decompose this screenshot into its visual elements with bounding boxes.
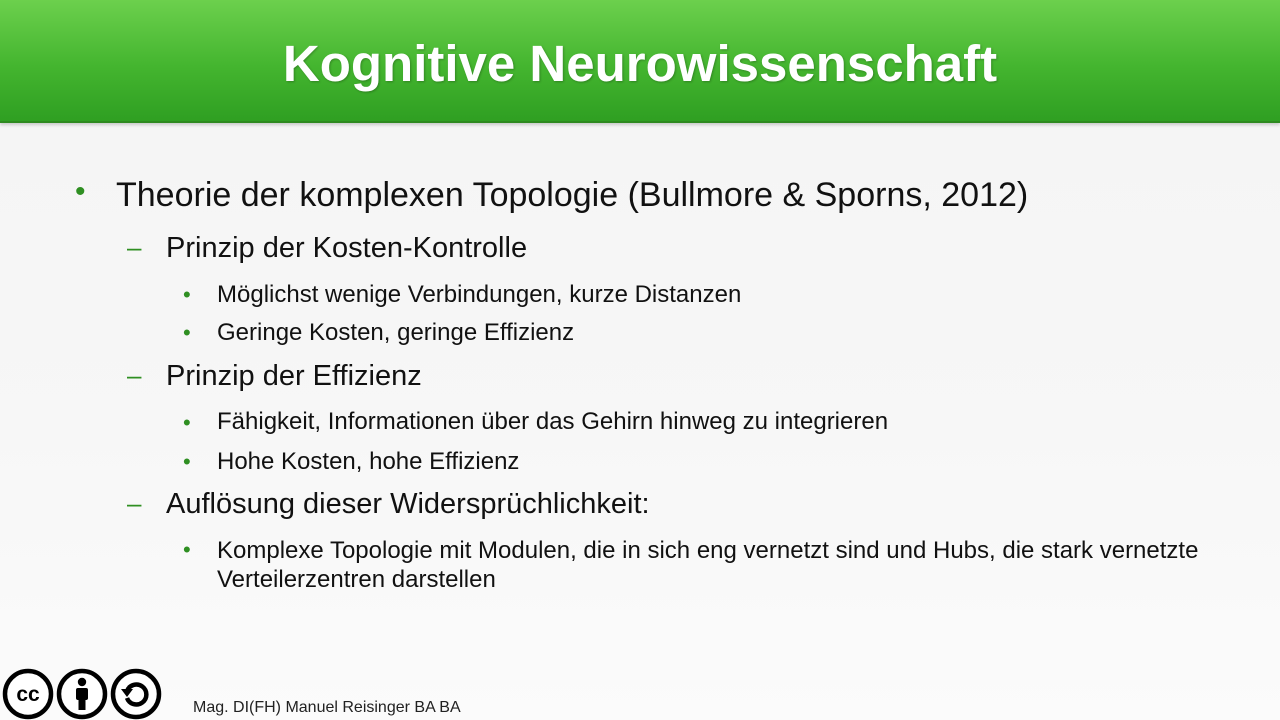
footer-author: Mag. DI(FH) Manuel Reisinger BA BA: [193, 699, 461, 716]
sub-sub-bullet-text: Geringe Kosten, geringe Effizienz: [217, 319, 575, 346]
sub-sub-bullet-text: Fähigkeit, Informationen über das Gehirn hinweg zu integrieren: [217, 408, 889, 435]
bullet-marker: •: [183, 320, 191, 345]
sub-bullet-text: Auflösung dieser Widersprüchlichkeit:: [166, 488, 650, 520]
dash-marker: –: [127, 488, 142, 518]
bullet-text: Theorie der komplexen Topologie (Bullmore & Sporns, 2012): [116, 176, 1029, 214]
sub-bullet-text: Prinzip der Kosten-Kontrolle: [166, 232, 528, 264]
sub-sub-bullet-text: Möglichst wenige Verbindungen, kurze Distanzen: [217, 281, 742, 308]
sub-sub-bullet-text: Komplexe Topologie mit Modulen, die in sich eng vernetzt sind und Hubs, die stark vernetzte Verteilerzentren darstellen: [217, 537, 1199, 593]
slide-title: Kognitive Neurowissenschaft: [282, 35, 998, 92]
share-alike-icon: [110, 668, 162, 720]
sub-bullet-text: Prinzip der Effizienz: [166, 360, 422, 392]
cc-icon: [2, 668, 54, 720]
sub-sub-bullet-text: Hohe Kosten, hohe Effizienz: [217, 448, 520, 475]
bullet-marker: •: [183, 410, 191, 435]
bullet-marker: •: [183, 537, 191, 562]
dash-marker: –: [127, 232, 142, 262]
dash-marker: –: [127, 360, 142, 390]
bullet-marker: •: [183, 449, 191, 474]
bullet-marker: •: [183, 282, 191, 307]
bullet-marker: •: [75, 175, 86, 208]
svg-text:cc: cc: [16, 683, 40, 706]
attribution-icon: [56, 668, 108, 720]
